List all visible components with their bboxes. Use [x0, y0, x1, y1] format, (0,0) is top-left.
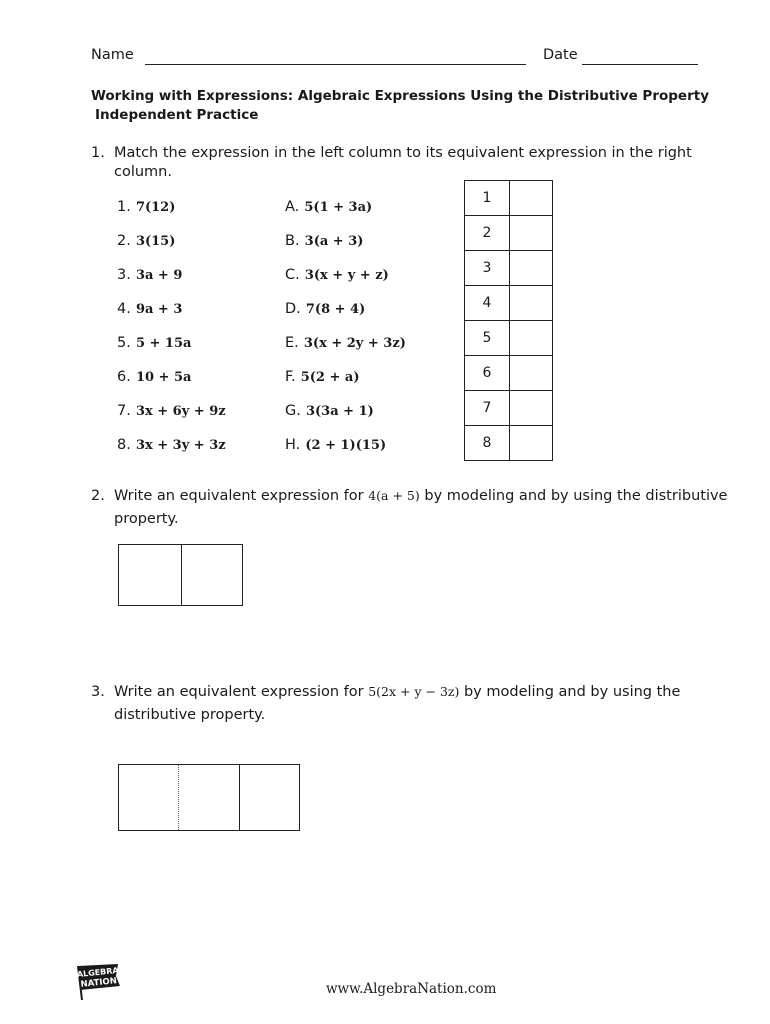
answer-cell[interactable] — [510, 181, 553, 216]
worksheet-subtitle: Independent Practice — [95, 107, 259, 123]
q2-number: 2. — [91, 488, 105, 504]
q2-prompt-line1: Write an equivalent expression for 4(a + 5) by modeling and by using the distributive — [114, 488, 728, 504]
q1-number: 1. — [91, 145, 105, 161]
algebra-nation-logo — [74, 962, 124, 1002]
answer-number: 1 — [465, 181, 510, 216]
answer-row — [465, 286, 553, 321]
q3-prompt-line2: distributive property. — [114, 707, 266, 723]
right-item-d: D. 7(8 + 4) — [285, 301, 366, 317]
right-item-h: H. (2 + 1)(15) — [285, 437, 387, 453]
answer-number: 7 — [465, 391, 510, 426]
right-item-g: G. 3(3a + 1) — [285, 403, 374, 419]
q1-prompt-line2: column. — [114, 164, 172, 180]
answer-cell[interactable] — [510, 426, 553, 461]
answer-number: 3 — [465, 251, 510, 286]
left-item-4: 4. 9a + 3 — [117, 301, 183, 317]
logo-text-1: ALGEBRA — [76, 965, 119, 980]
left-item-6: 6. 10 + 5a — [117, 369, 192, 385]
answer-cell[interactable] — [510, 286, 553, 321]
q2-prompt-line2: property. — [114, 511, 179, 527]
left-item-5: 5. 5 + 15a — [117, 335, 192, 351]
q2-expression: 4(a + 5) — [368, 488, 420, 503]
left-item-8: 8. 3x + 3y + 3z — [117, 437, 226, 453]
q3-expression: 5(2x + y − 3z) — [368, 684, 460, 699]
q3-area-model[interactable] — [118, 764, 300, 831]
left-item-7: 7. 3x + 6y + 9z — [117, 403, 226, 419]
answer-cell[interactable] — [510, 356, 553, 391]
worksheet-title: Working with Expressions: Algebraic Expressions Using the Distributive Property — [91, 88, 709, 104]
answer-row — [465, 321, 553, 356]
name-label: Name — [91, 47, 134, 63]
logo-text-2: NATION — [80, 976, 118, 990]
answer-row — [465, 426, 553, 461]
answer-number: 6 — [465, 356, 510, 391]
answer-row — [465, 181, 553, 216]
q2-area-model[interactable] — [118, 544, 243, 606]
left-column — [117, 196, 277, 468]
right-item-b: B. 3(a + 3) — [285, 233, 364, 249]
q3-model-divider-1 — [178, 765, 179, 830]
answer-number: 5 — [465, 321, 510, 356]
q3-prompt-line1: Write an equivalent expression for 5(2x + y − 3z) by modeling and by using the — [114, 684, 681, 700]
answer-cell[interactable] — [510, 216, 553, 251]
right-item-e: E. 3(x + 2y + 3z) — [285, 335, 406, 351]
name-field[interactable] — [145, 63, 526, 65]
footer-url[interactable]: www.AlgebraNation.com — [326, 981, 497, 997]
answer-cell[interactable] — [510, 321, 553, 356]
answer-cell[interactable] — [510, 391, 553, 426]
flag-logo-icon — [74, 962, 124, 1002]
q3-number: 3. — [91, 684, 105, 700]
q3-model-divider-2 — [239, 765, 240, 830]
left-item-1: 1. 7(12) — [117, 199, 176, 215]
answer-row — [465, 356, 553, 391]
answer-number: 4 — [465, 286, 510, 321]
q1-prompt-line1: Match the expression in the left column to its equivalent expression in the right — [114, 145, 692, 161]
answer-row — [465, 391, 553, 426]
date-label: Date — [543, 47, 578, 63]
answer-table — [464, 180, 553, 461]
right-item-f: F. 5(2 + a) — [285, 369, 360, 385]
right-item-c: C. 3(x + y + z) — [285, 267, 389, 283]
right-item-a: A. 5(1 + 3a) — [285, 199, 373, 215]
answer-cell[interactable] — [510, 251, 553, 286]
right-column — [285, 196, 455, 468]
q2-model-divider — [181, 545, 182, 605]
date-field[interactable] — [582, 63, 698, 65]
answer-row — [465, 216, 553, 251]
left-item-3: 3. 3a + 9 — [117, 267, 183, 283]
answer-number: 2 — [465, 216, 510, 251]
answer-row — [465, 251, 553, 286]
answer-number: 8 — [465, 426, 510, 461]
left-item-2: 2. 3(15) — [117, 233, 176, 249]
